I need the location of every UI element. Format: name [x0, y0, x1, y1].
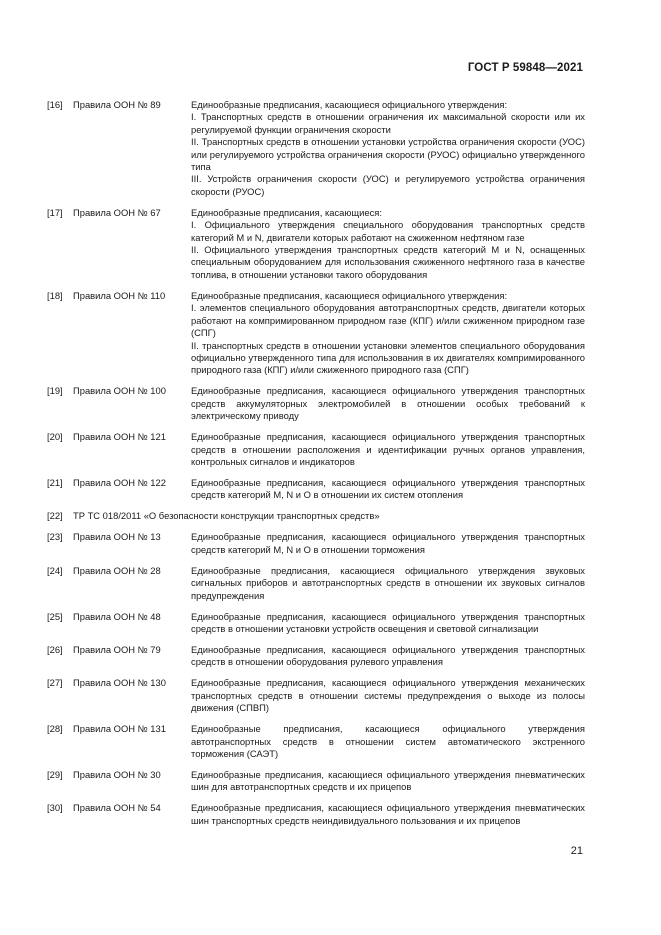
- reference-description-line: Единообразные предписания, касающиеся официального утверждения пневматических шин для автотранспортных средств и их прицепов: [191, 769, 585, 793]
- reference-entry: [47, 431, 585, 468]
- reference-description-line: Единообразные предписания, касающиеся официального утверждения звуковых сигнальных приборов и автотранспортных средств в отношении их звуковых сигналов предупреждения: [191, 564, 585, 601]
- reference-code: Правила ООН № 122: [73, 476, 166, 488]
- reference-entry: [47, 802, 585, 827]
- reference-description: [191, 477, 585, 502]
- reference-description-line: Единообразные предписания, касающиеся официального утверждения транспортных средств в отношении расположения и идентификации ручных органов управления, контрольных сигналов и индикаторов: [191, 431, 585, 467]
- reference-code: Правила ООН № 67: [73, 206, 161, 218]
- reference-code: Правила ООН № 79: [73, 643, 161, 655]
- reference-number: [25]: [47, 610, 63, 622]
- reference-description: [191, 207, 585, 281]
- reference-description: [191, 802, 585, 827]
- reference-number: [29]: [47, 769, 63, 780]
- reference-code: Правила ООН № 110: [73, 289, 166, 301]
- reference-number: [16]: [47, 99, 63, 110]
- reference-entry: [47, 290, 585, 377]
- reference-code: Правила ООН № 121: [73, 431, 166, 443]
- reference-description-line: Единообразные предписания, касающиеся официального утверждения транспортных средств в отношении оборудования рулевого управления: [191, 643, 585, 668]
- reference-number: [22]: [47, 510, 63, 522]
- reference-entry: [47, 510, 585, 522]
- reference-description-line: Единообразные предписания, касающиеся официального утверждения:: [191, 289, 508, 301]
- reference-number: [19]: [47, 385, 63, 397]
- reference-code: ТР ТС 018/2011 «О безопасности конструкции транспортных средств»: [73, 510, 380, 522]
- reference-entry: [47, 385, 585, 422]
- reference-description-line: II. Транспортных средств в отношении установки устройства ограничения скорости (УОС) или регулируемого устройства ограничения скорости (РУОС) официально утвержденного типа: [191, 136, 585, 173]
- reference-description-line: I. Официального утверждения специального оборудования транспортных средств категорий M и N, двигатели которых работают на сжиженном нефтяном газе: [191, 219, 585, 243]
- reference-description-line: I. элементов специального оборудования автотранспортных средств, двигатели которых работают на компримированном природном газе (КПГ) и/или сжиженном природном газе (СПГ): [191, 302, 585, 339]
- reference-description-line: Единообразные предписания, касающиеся официального утверждения транспортных средств категорий M, N и O в отношении их систем отопления: [191, 476, 585, 501]
- reference-entry: [47, 565, 585, 602]
- reference-code: Правила ООН № 28: [73, 564, 161, 576]
- reference-entry: [47, 611, 585, 636]
- document-id-header: ГОСТ Р 59848—2021: [467, 62, 583, 74]
- reference-description: [191, 644, 585, 669]
- reference-description: [191, 611, 585, 636]
- reference-number: [28]: [47, 723, 63, 735]
- reference-entry: [47, 723, 585, 760]
- reference-code: Правила ООН № 30: [73, 769, 161, 780]
- reference-description-line: Единообразные предписания, касающиеся официального утверждения пневматических шин транспортных средств неиндивидуального пользования и их прицепов: [191, 802, 585, 826]
- reference-description: [191, 431, 585, 468]
- reference-code: Правила ООН № 89: [73, 99, 161, 110]
- reference-description: [191, 99, 585, 198]
- reference-entry: [47, 477, 585, 502]
- reference-number: [24]: [47, 564, 63, 576]
- reference-code: Правила ООН № 48: [73, 610, 161, 622]
- reference-description-line: Единообразные предписания, касающиеся:: [191, 206, 382, 218]
- reference-number: [21]: [47, 476, 63, 488]
- reference-entry: [47, 531, 585, 556]
- reference-description: [191, 385, 585, 422]
- reference-number: [27]: [47, 677, 63, 689]
- reference-code: Правила ООН № 13: [73, 531, 161, 543]
- reference-entry: [47, 677, 585, 714]
- reference-description-line: Единообразные предписания, касающиеся официального утверждения транспортных средств в отношении установки устройств освещения и световой сигнализации: [191, 610, 585, 634]
- page-number: 21: [570, 845, 583, 857]
- reference-description-line: Единообразные предписания, касающиеся официального утверждения автотранспортных средств в отношении систем автоматического экстренного торможения (САЭТ): [191, 723, 585, 759]
- reference-description: [191, 531, 585, 556]
- reference-description-line: I. Транспортных средств в отношении ограничения их максимальной скорости или их регулируемой функции ограничения скорости: [191, 111, 585, 135]
- reference-entry: [47, 644, 585, 669]
- reference-description: [191, 769, 585, 794]
- reference-entry: [47, 769, 585, 794]
- reference-code: Правила ООН № 100: [73, 385, 166, 397]
- reference-description-line: Единообразные предписания, касающиеся официального утверждения:: [191, 99, 508, 110]
- reference-number: [20]: [47, 431, 63, 443]
- reference-description-line: Единообразные предписания, касающиеся официального утверждения транспортных средств категорий M, N и O в отношении торможения: [191, 531, 585, 555]
- reference-description: [191, 565, 585, 602]
- reference-description-line: Единообразные предписания, касающиеся официального утверждения механических транспортных средств в отношении системы предупреждения о выходе из полосы движения (СПВП): [191, 677, 585, 714]
- reference-description-line: III. Устройств ограничения скорости (УОС) и регулируемого устройства ограничения скорости (РУОС): [191, 173, 585, 197]
- reference-description-line: Единообразные предписания, касающиеся официального утверждения транспортных средств аккумуляторных электромобилей в отношении особых требований к электрическому приводу: [191, 385, 585, 422]
- reference-description: [191, 723, 585, 760]
- reference-number: [23]: [47, 531, 63, 543]
- reference-number: [18]: [47, 289, 63, 301]
- reference-entry: [47, 207, 585, 281]
- reference-code: Правила ООН № 130: [73, 677, 166, 689]
- reference-description-line: II. Официального утверждения транспортных средств категорий M и N, оснащенных специальным оборудованием для использования сжиженного нефтяного газа в качестве топлива, в отношении установки такого оборудования: [191, 244, 585, 280]
- reference-number: [26]: [47, 643, 63, 655]
- reference-number: [17]: [47, 206, 63, 218]
- reference-number: [30]: [47, 802, 63, 814]
- reference-entry: [47, 99, 585, 198]
- reference-code: Правила ООН № 131: [73, 723, 166, 735]
- reference-code: Правила ООН № 54: [73, 802, 161, 814]
- reference-description: [191, 677, 585, 714]
- bibliography-list: [47, 99, 585, 836]
- reference-description-line: II. транспортных средств в отношении установки элементов специального оборудования официально утвержденного типа для использования в их двигателях компримированного природного газа (КПГ) и/или сжиженного природного газа (СПГ): [191, 339, 585, 376]
- reference-description: [191, 290, 585, 377]
